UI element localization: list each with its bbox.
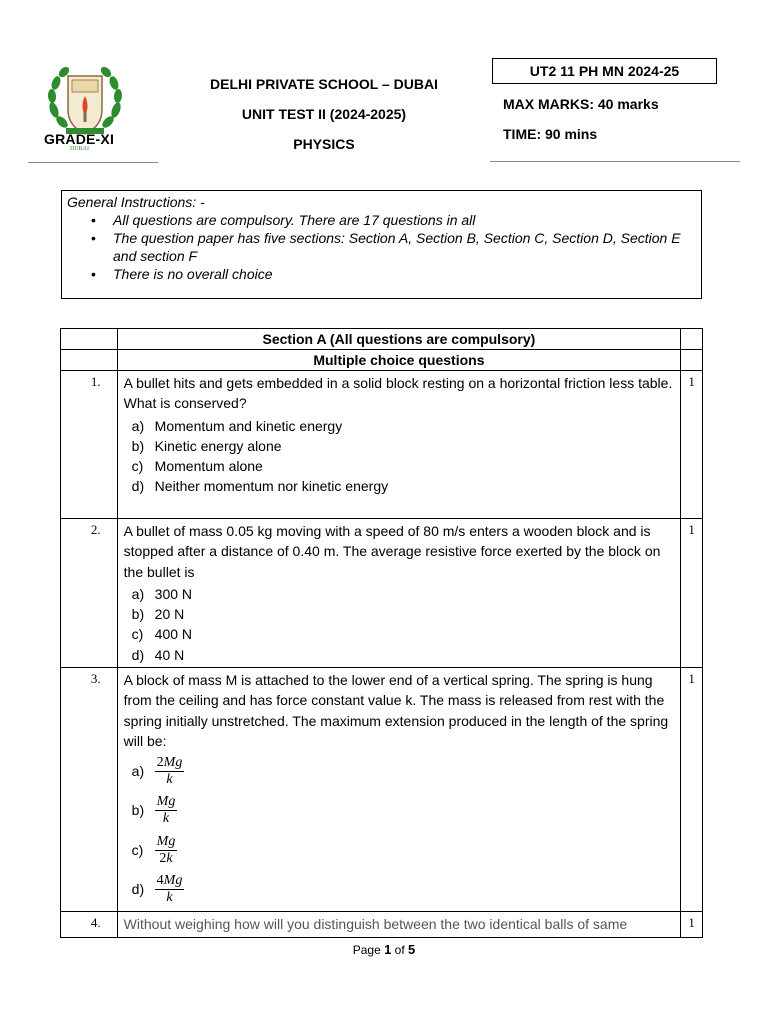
- option: b) 20 N: [131, 606, 185, 623]
- section-subtitle-row: [61, 350, 703, 371]
- instruction-item: • The question paper has five sections: Section A, Section B, Section C, Section D, Section E and section F: [91, 230, 681, 264]
- subject-name: PHYSICS: [293, 136, 355, 152]
- question-row: [61, 371, 703, 519]
- fraction: $\frac{Mg}{2k}$: [156, 833, 176, 866]
- question-text: A bullet hits and gets embedded in a solid block resting on a horizontal friction less table. What is conserved?: [123, 375, 673, 412]
- header-rule-right: [490, 161, 740, 162]
- bullet-icon: •: [91, 266, 96, 282]
- question-body: [117, 668, 680, 912]
- instruction-item: • There is no overall choice: [91, 266, 273, 282]
- option: d) Neither momentum nor kinetic energy: [131, 478, 389, 495]
- fraction: $\frac{Mg}{k}$: [156, 794, 176, 827]
- option: c) $\frac{Mg}{2k}$: [131, 833, 176, 866]
- question-marks: 1: [681, 668, 703, 912]
- instruction-item: • All questions are compulsory. There are 17 questions in all: [91, 212, 476, 228]
- option: a) Momentum and kinetic energy: [131, 417, 343, 434]
- question-number: 1.: [61, 371, 118, 519]
- option: a) $\frac{2Mg}{k}$: [131, 754, 183, 787]
- paper-code: UT2 11 PH MN 2024-25: [492, 58, 717, 84]
- bullet-icon: •: [91, 212, 96, 228]
- question-row: [61, 912, 703, 937]
- header-rule-left: [28, 162, 158, 163]
- question-number: 4.: [61, 912, 118, 937]
- school-title-block: [190, 74, 458, 164]
- question-row: [61, 519, 703, 668]
- page-number: Page 1 of 5: [352, 942, 416, 957]
- option: d) $\frac{4Mg}{k}$: [131, 873, 183, 906]
- section-title-row: [61, 329, 703, 350]
- option: b) $\frac{Mg}{k}$: [131, 794, 176, 827]
- option: c) Momentum alone: [131, 458, 263, 475]
- fraction: $\frac{4Mg}{k}$: [156, 873, 183, 906]
- logo-caption: DUBAI: [70, 146, 89, 152]
- time-allowed: TIME: 90 mins: [503, 126, 598, 142]
- question-marks: 1: [681, 371, 703, 519]
- option: b) Kinetic energy alone: [131, 437, 282, 454]
- question-number: 2.: [61, 519, 118, 668]
- question-body: [117, 519, 680, 668]
- question-text: A block of mass M is attached to the lower end of a vertical spring. The spring is hung from the ceiling and has force constant value k. The mass is released from rest with the spring initially unstretched. The maximum extension produced in the length of the spring will be:: [123, 672, 669, 749]
- question-body: [117, 371, 680, 519]
- max-marks: MAX MARKS: 40 marks: [503, 96, 659, 112]
- bullet-icon: •: [91, 230, 96, 246]
- grade-label: GRADE-XI: [44, 131, 115, 147]
- question-text: Without weighing how will you distinguish between the two identical balls of same: [117, 912, 680, 937]
- question-marks: 1: [681, 519, 703, 668]
- question-row: [61, 668, 703, 912]
- option: a) 300 N: [131, 585, 193, 602]
- instructions-title: General Instructions: -: [67, 194, 205, 210]
- school-name: DELHI PRIVATE SCHOOL – DUBAI: [210, 76, 438, 92]
- fraction: $\frac{2Mg}{k}$: [156, 754, 183, 787]
- section-subtitle: Multiple choice questions: [117, 350, 680, 371]
- section-title: Section A (All questions are compulsory): [117, 329, 680, 350]
- question-number: 3.: [61, 668, 118, 912]
- question-text: A bullet of mass 0.05 kg moving with a speed of 80 m/s enters a wooden block and is stopped after a distance of 0.40 m. The average resistive force exerted by the block on the bullet is: [123, 523, 661, 580]
- test-name: UNIT TEST II (2024-2025): [241, 106, 407, 122]
- option: c) 400 N: [131, 626, 193, 643]
- question-marks: 1: [681, 912, 703, 937]
- questions-table: [60, 328, 703, 938]
- option: d) 40 N: [131, 646, 185, 663]
- general-instructions: [61, 190, 702, 299]
- instructions-list: [67, 211, 696, 283]
